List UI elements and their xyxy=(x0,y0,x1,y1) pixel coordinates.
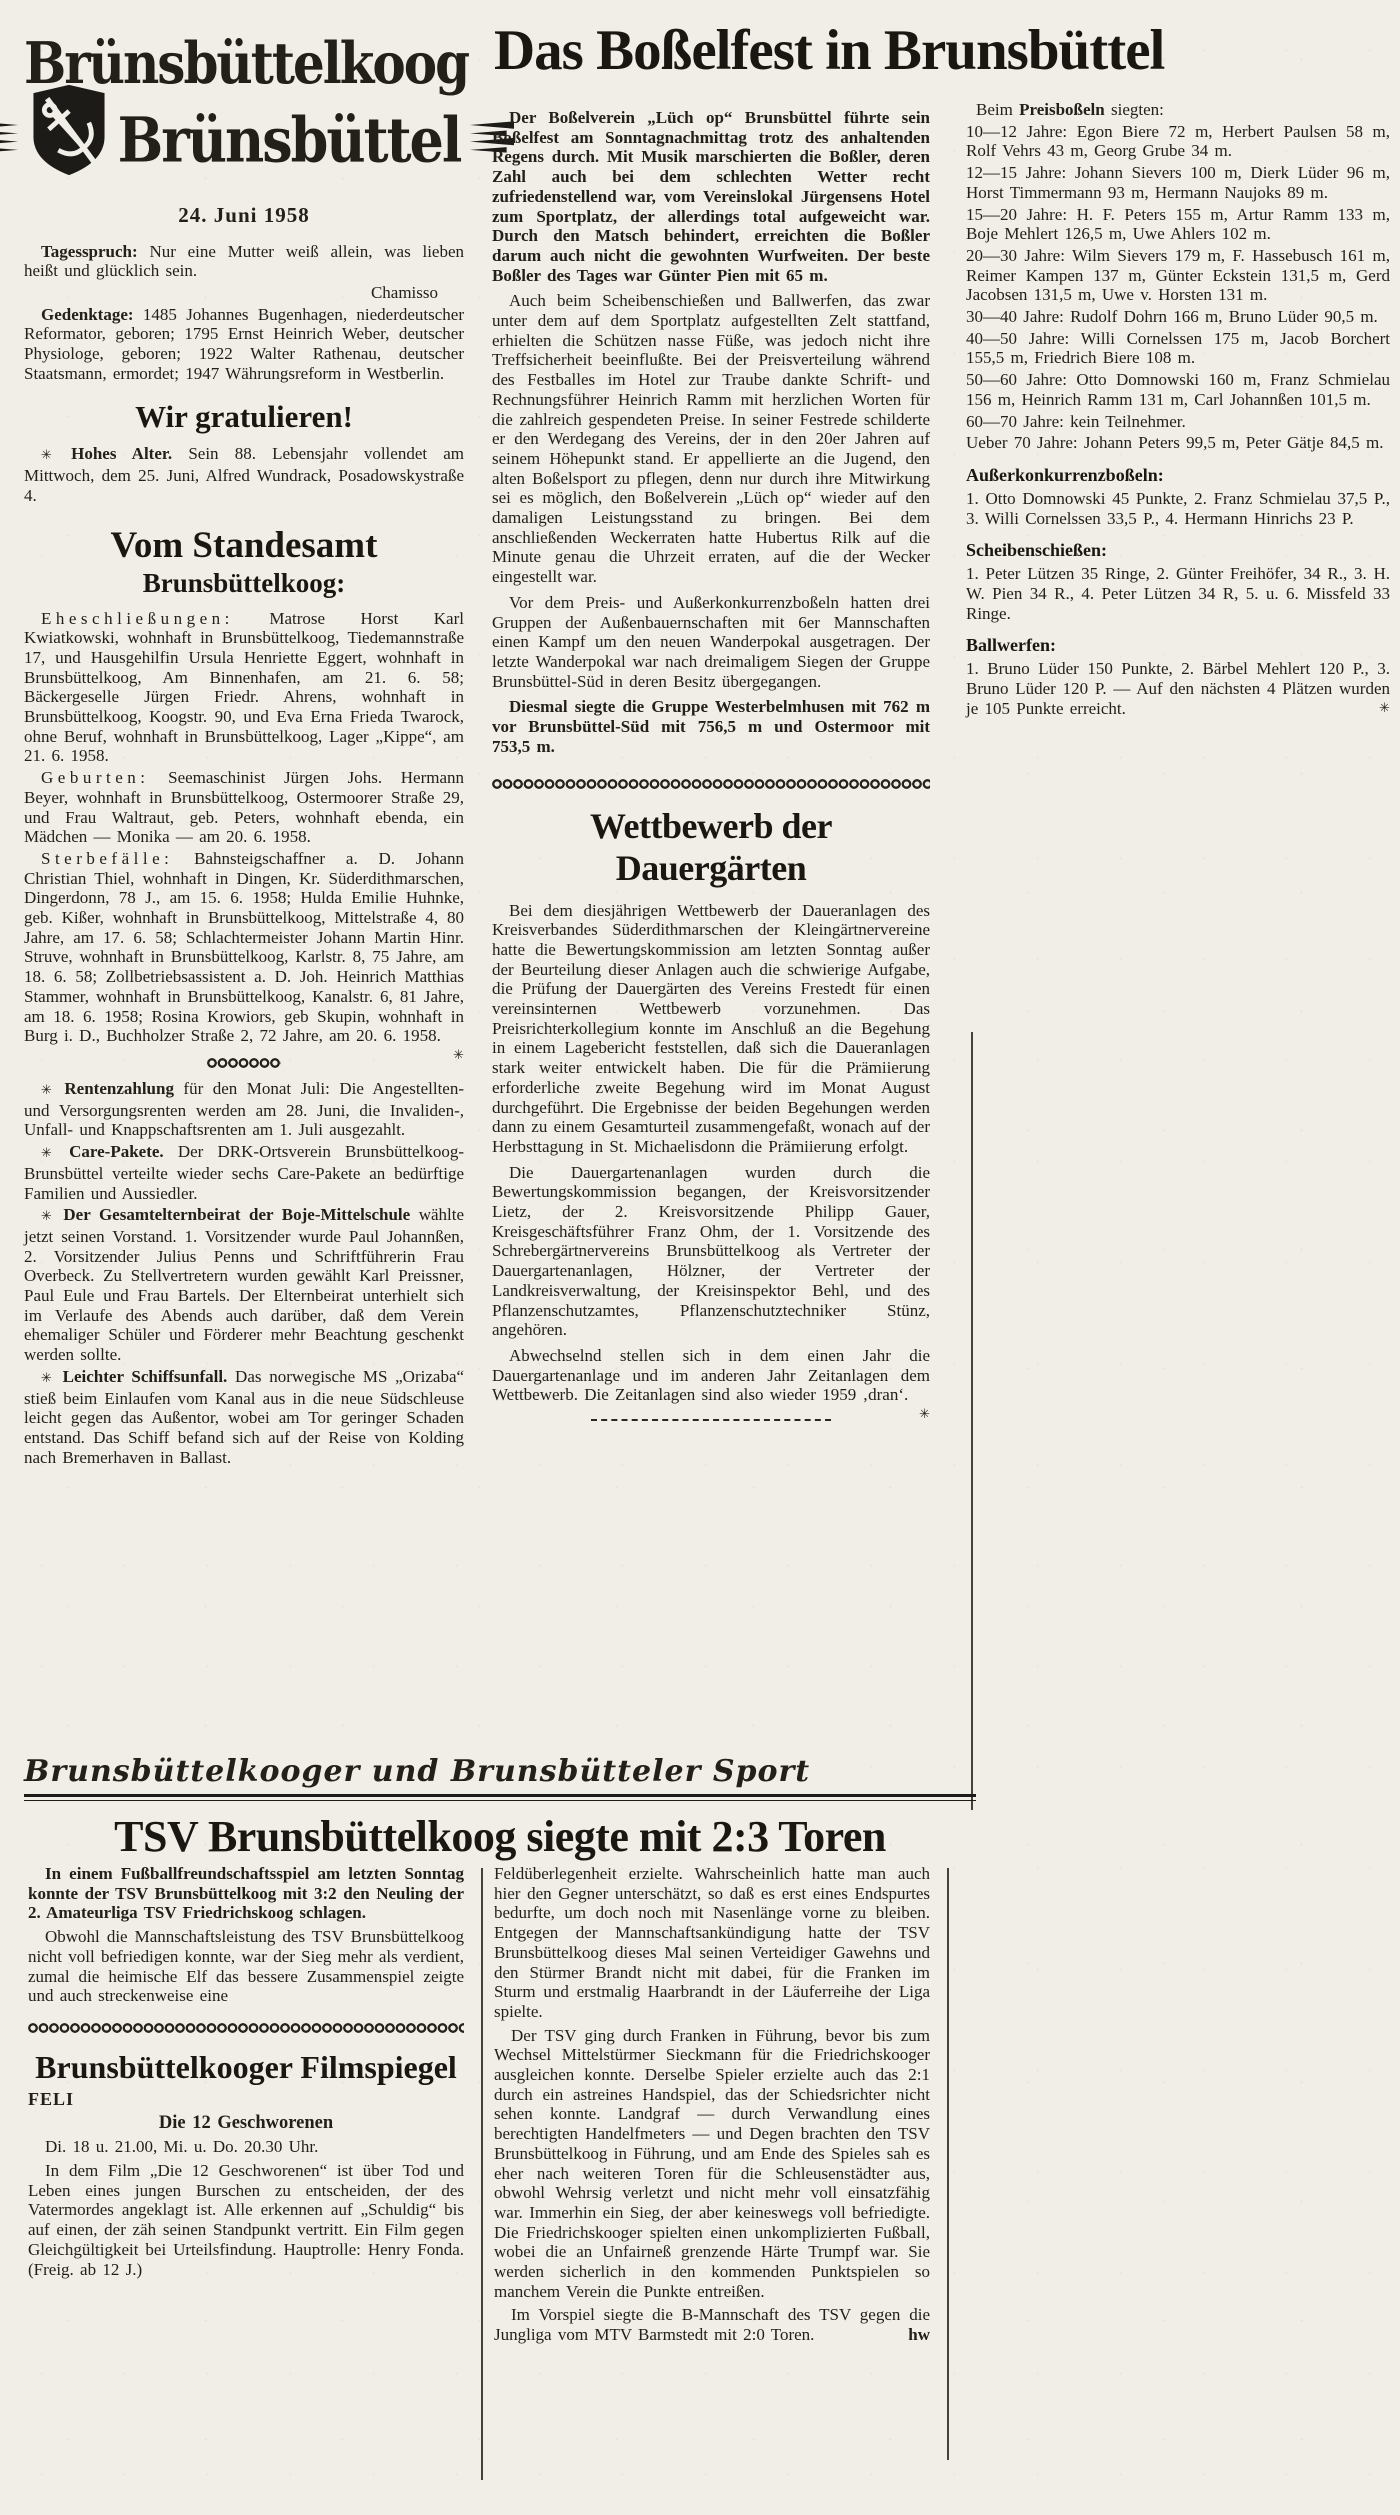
notice-elternbeirat xyxy=(24,1205,464,1365)
dauergaerten-paragraph: Die Dauergartenanlagen wurden durch die Bewertungskommission begangen, der Kreisvorsitzender Lietz, der 2. Kreisvorsitzende Philipp Gauer, Kreisgeschäftsführer Franz Ohm, der 1. Vorsitzende des Schrebergärtnervereins Brunsbüttelkoog als Vertreter der Dauergartenanlagen, Hölzner, der Vertreter der Landkreisverwaltung, der Kreisinspektor Behl, und des Pflanzenschutzamtes, Pflanzenschutztechniker Stünz, angehören. xyxy=(492,1162,930,1340)
hohes-alter-paragraph xyxy=(24,444,464,505)
scheibenschiessen-heading: Scheibenschießen: xyxy=(966,540,1108,561)
standesamt-heading: Vom Standesamt xyxy=(110,524,378,566)
ballwerfen-heading: Ballwerfen: xyxy=(966,635,1056,656)
age-group-result: H. F. Peters 155 m, Artur Ramm 133 m, Boje Mehlert 126,5 m, Uwe Ahlers 102 m. xyxy=(966,204,1391,244)
masthead-crest-icon xyxy=(28,82,110,183)
notice-label: Leichter Schiffsunfall. xyxy=(62,1366,228,1386)
sport-vorspiel-text: Im Vorspiel siegte die B-Mannschaft des TSV gegen die Jungliga vom MTV Barmstedt mit 2:0 Toren. xyxy=(494,2305,930,2345)
age-group-label: 20—30 Jahre: xyxy=(966,245,1065,265)
star-icon: ✳ xyxy=(41,1083,52,1098)
middle-column xyxy=(492,108,930,1425)
age-group-result: Willi Cornelssen 175 m, Jacob Borchert 155,5 m, Friedrich Biere 108 m. xyxy=(966,328,1390,368)
bosselfest-paragraph: Vor dem Preis- und Außerkonkurrenzboßeln hatten drei Gruppen der Außenbauernschaften mit 6er Mannschaften einen Kampf um den neuen Wanderpokal ausgetragen. Der letzte Wanderpokal war nach dreimaligem Siegen der Gruppe Brunsbüttel-Süd in deren Besitz übergegangen. xyxy=(492,592,930,691)
masthead-date: 24. Juni 1958 xyxy=(178,202,310,227)
sport-right-column xyxy=(494,1864,930,2349)
eheschliessungen-paragraph xyxy=(24,609,464,767)
notice-text: Das norwegische MS „Orizaba“ stieß beim Einlaufen vom Kanal aus in die neue Südschleuse leicht gegen das Außentor, wobei am Tor geringer Schaden entstand. Das Schiff befand sich auf der Reise von Kolding nach Bremerhaven in Ballast. xyxy=(24,1366,465,1467)
scheibenschiessen-results: 1. Peter Lützen 35 Ringe, 2. Günter Freihöfer, 34 R., 3. H. W. Pien 34 R., 4. Peter Lützen 34 R, 5. u. 6. Missfeld 33 Ringe. xyxy=(966,564,1390,623)
standesamt-subheading: Brunsbüttelkoog: xyxy=(142,567,346,598)
film-review: In dem Film „Die 12 Geschworenen“ ist über Tod und Leben eines jungen Burschen zu entscheiden, der des Vatermordes angeklagt ist. Alle erkennen auf „Schuldig“ bis auf einen, der zäh seinen Standpunkt vertritt. Ein Film gegen Gleichgültigkeit bei Urteilsfindung. Hauptrolle: Henry Fonda. (Freig. ab 12 J.) xyxy=(28,2161,464,2279)
end-star-icon: ✳ xyxy=(453,1048,464,1063)
tagesspruch-author: Chamisso xyxy=(370,282,438,302)
age-group-row xyxy=(966,122,1390,161)
eheschliessungen-text: Matrose Horst Karl Kwiatkowski, wohnhaft in Brunsbüttelkoog, Tiedemannstraße 17, und Hausgehilfin Ursula Henriette Eggert, wohnhaft in Brunsbüttelkoog, Am Binnenhafen, am 21. 6. 58; Bäckergeselle Jürgen Friedr. Ahrens, wohnhaft in Brunsbüttelkoog, Koogstr. 90, und Eva Erna Frieda Twarock, ohne Beruf, wohnhaft in Brunsbüttelkoog, Lager „Kippe“, am 21. 6. 1958. xyxy=(24,608,464,766)
age-group-row xyxy=(966,163,1390,202)
age-group-result: Rudolf Dohrn 166 m, Bruno Lüder 90,5 m. xyxy=(1070,307,1378,327)
gratulieren-heading: Wir gratulieren! xyxy=(135,399,353,435)
film-title: Die 12 Geschworenen xyxy=(158,2112,334,2133)
results-intro-bold: Preisboßeln xyxy=(1019,100,1105,119)
age-group-row xyxy=(966,412,1390,432)
age-group-row xyxy=(966,433,1390,453)
age-group-row xyxy=(966,329,1390,368)
sport-right-paragraph: Der TSV ging durch Franken in Führung, bevor bis zum Wechsel Mittelstürmer Sieckmann für die Friedrichskooger ausgleichen konnte. Derselbe Spieler erzielte auch das 2:1 durch ein astreines Handspiel, das der Schiedsrichter nicht sehen konnte. Landgraf — durch Verwandlung eines berechtigten Handelfmeters — und Degen brachten den TSV Brunsbüttelkoog in Führung, und am Ende des Spieles sah es eher nach weiteren Toren für die Schleusenstädter aus, obwohl Wehrsig verletzt und nicht mehr voll einsatzfähig war. Immerhin ein Sieg, der aber keineswegs voll befriedigte. Die Friedrichskooger spielten einen unkomplizierten Fußball, wobei die an Unfairneß grenzende Härte Trumpf war. Sie werden sicherlich in den kommenden Punktspielen so manchem Verein die Punkte entreißen. xyxy=(494,2025,930,2301)
wave-divider xyxy=(28,2021,464,2035)
column-rule xyxy=(971,1032,973,1810)
sport-left-column xyxy=(28,1864,464,2283)
age-group-label: 12—15 Jahre: xyxy=(966,163,1067,183)
sport-kicker-rule xyxy=(24,1794,976,1801)
sport-headline: TSV Brunsbüttelkoog siegte mit 2:3 Toren xyxy=(114,1812,886,1861)
masthead-title-top: Brünsbüttelkoog xyxy=(24,29,469,97)
dauergaerten-paragraph: Bei dem diesjährigen Wettbewerb der Daueranlagen des Kreisverbandes Süderdithmarschen der Kleingärtnervereine hatte die Bewertungskommission am letzten Sonntag außer der Beurteilung dieser Anlagen auch die schwierige Aufgabe, die Prüfung der Dauergärten des Vereins Frestedt für einen vereinsinternen Wettbewerb vorzunehmen. Das Preisrichterkollegium konnte im Anschluß an die Begehung in einem Lagebericht feststellen, daß sich die Daueranlagen stark weiter entwickelt haben. Die für die Prämiierung erforderliche zweite Begehung wird im Monat August durchgeführt. Die Ergebnisse der beiden Begehungen werden dann zu einem Gesamturteil zusammengefaßt, wonach auf der Herbsttagung in St. Michaelisdonn die Prämiierung erfolgt. xyxy=(492,900,930,1156)
age-group-label: 40—50 Jahre: xyxy=(966,328,1070,348)
article-end-rule xyxy=(591,1419,831,1421)
age-group-label: 60—70 Jahre: xyxy=(966,411,1064,431)
dauergaerten-paragraph xyxy=(492,1345,930,1423)
star-icon: ✳ xyxy=(41,448,52,464)
wave-divider xyxy=(492,777,930,791)
ausserkonkurrenz-results: 1. Otto Domnowski 45 Punkte, 2. Franz Schmielau 37,5 P., 3. Willi Cornelssen 33,5 P., 4. Hermann Hinrichs 23 P. xyxy=(966,488,1390,528)
age-group-row xyxy=(966,205,1390,244)
bosselfest-headline: Das Boßelfest in Brunsbüttel xyxy=(494,19,1165,82)
sport-kicker: Brunsbüttelkooger und Brunsbütteler Sport xyxy=(24,1754,811,1789)
film-showtimes: Di. 18 u. 21.00, Mi. u. Do. 20.30 Uhr. xyxy=(45,2137,319,2157)
bosselfest-paragraph: Auch beim Scheibenschießen und Ballwerfen, das zwar unter dem auf dem Sportplatz aufgestellten Zelt stattfand, erhielten die Schützen nasse Füße, was jedoch nicht ihre Treffsicherheit beeinflußte. Bei der Preisverteilung während des Festballes im Hotel zur Traube dankte Schrift- und Rechnungsführer Heinrich Ramm mit herzlichen Worten für die zahlreich gespendeten Preise. In seiner Festrede schilderte er den Werdegang des Vereins, der in den 20er Jahren auf seinem Höhepunkt stand. Er appellierte an die Jugend, den alten Boßelsport zu pflegen, denn nur durch ihre Mitwirkung sei es möglich, den Boßelverein „Lüch op“ wieder auf den damaligen Leistungsstand zu bringen. Bei dem anschließenden Weckerraten hatte Hubertus Rilk auf die Minute genau die Uhrzeit erraten, auf die der Wecker eingestellt war. xyxy=(492,291,930,587)
tagesspruch-label: Tagesspruch: xyxy=(41,241,138,261)
age-group-label: 10—12 Jahre: xyxy=(966,121,1068,141)
masthead-title-bottom: Brünsbüttel xyxy=(117,103,461,176)
results-intro-post: siegten: xyxy=(1110,100,1164,119)
bosselfest-result-highlight: Diesmal siegte die Gruppe Westerbelmhusen mit 762 m vor Brunsbüttel-Süd mit 756,5 m und Ostermoor mit 753,5 m. xyxy=(492,697,930,756)
hohes-alter-text: Sein 88. Lebensjahr vollendet am Mittwoch, dem 25. Juni, Alfred Wundrack, Posadowskystraße 4. xyxy=(24,444,465,505)
hohes-alter-label: Hohes Alter. xyxy=(71,444,173,464)
age-group-result: kein Teilnehmer. xyxy=(1070,411,1186,431)
age-group-label: 15—20 Jahre: xyxy=(966,204,1068,224)
notice-text: für den Monat Juli: Die Angestellten- und Versorgungsrenten werden am 28. Juni, die Invaliden-, Unfall- und Knappschaftsrenten am 1. Juli ausgezahlt. xyxy=(24,1079,464,1140)
ballwerfen-text: 1. Bruno Lüder 150 Punkte, 2. Bärbel Mehlert 120 P., 3. Bruno Lüder 120 P. — Auf den nächsten 4 Plätzen wurden je 105 Punkte erreicht. xyxy=(966,659,1390,718)
age-group-label: Ueber 70 Jahre: xyxy=(966,433,1078,453)
geburten-paragraph xyxy=(24,768,464,847)
ballwerfen-results xyxy=(966,659,1390,718)
gedenktage-label: Gedenktage: xyxy=(41,304,134,324)
age-group-row xyxy=(966,246,1390,305)
sterbefaelle-label: Sterbefälle: xyxy=(41,848,174,868)
dauergaerten-headline: Wettbewerb der Dauergärten xyxy=(590,805,832,888)
end-star-icon: ✳ xyxy=(919,1407,930,1423)
age-group-result: Johann Sievers 100 m, Dierk Lüder 96 m, Horst Timmermann 93 m, Hermann Naujoks 89 m. xyxy=(966,163,1391,202)
sport-lead: In einem Fußballfreundschaftsspiel am letzten Sonntag konnte der TSV Brunsbüttelkoog mit 3:2 den Neuling der 2. Amateurliga TSV Friedrichskoog schlagen. xyxy=(28,1864,464,1923)
gedenktage-text: 1485 Johannes Bugenhagen, niederdeutscher Reformator, geboren; 1795 Ernst Heinrich Weber, deutscher Physiologe, geboren; 1922 Walter Rathenau, deutscher Staatsmann, ermordet; 1947 Währungsreform in Westberlin. xyxy=(24,304,464,383)
right-column xyxy=(966,100,1390,721)
notice-label: Der Gesamtelternbeirat der Boje-Mittelschule xyxy=(63,1205,411,1225)
age-group-row xyxy=(966,307,1390,327)
eheschliessungen-label: Eheschließungen: xyxy=(41,608,234,628)
bosselfest-lead: Der Boßelverein „Lüch op“ Brunsbüttel führte sein Boßelfest am Sonntagnachmittag trotz des anhaltenden Regens durch. Mit Musik marschierten die Boßler, deren Zahl auch bei dem schlechten Wetter recht zufriedenstellend war, vom Vereinslokal Jürgensens Hotel zum Sportplatz, der allerdings total aufgeweicht war. Durch den Matsch behindert, erreichten die Boßler darum auch nicht die gewohnten Wurfweiten. Der beste Boßler des Tages war Günter Pien mit 65 m. xyxy=(492,108,930,285)
sterbefaelle-text: Bahnsteigschaffner a. D. Johann Christian Thiel, wohnhaft in Dingen, Kr. Süderdithmarschen, Dingerdonn, 78 J., am 15. 6. 1958; Hulda Emilie Huhnke, geb. Kißer, wohnhaft in Brunsbüttelkoog, Mittelstraße 4, 80 Jahre, am 17. 6. 58; Schlachtermeister Johann Martin Hinr. Struve, wohnhaft in Brunsbüttelkoog, Karlstr. 8, 75 Jahre, am 18. 6. 58; Zollbetriebsassistent a. D. Joh. Heinrich Matthias Stammer, wohnhaft in Brunsbüttelkoog, Kanalstr. 6, 81 Jahre, am 18. 6. 1958; Rosina Krowiors, geb Skupin, wohnhaft in Burg i. D., Buchholzer Straße 2, 72 Jahre, am 20. 6. 1958. xyxy=(24,848,465,1046)
age-group-result: Wilm Sievers 179 m, F. Hassebusch 161 m, Reimer Kampen 137 m, Günter Eckstein 131,5 m, Gerd Jacobsen 131,5 m, Uwe v. Horsten 131 m. xyxy=(966,245,1390,305)
age-group-result: Otto Domnowski 160 m, Franz Schmielau 156 m, Heinrich Ramm 131 m, Carl Johannßen 101,5 m. xyxy=(966,370,1390,409)
age-group-row xyxy=(966,370,1390,409)
dauergaerten-text: Abwechselnd stellen sich in dem einen Jahr die Dauergartenanlage und im anderen Jahr Zeitanlagen dem Wettbewerb. Die Zeitanlagen sind also wieder 1959 ‚dran‘. xyxy=(492,1345,930,1405)
geburten-text: Seemaschinist Jürgen Johs. Hermann Beyer, wohnhaft in Brunsbüttelkoog, Ostermoorer Straße 29, und Frau Waltraut, geb. Peters, wohnhaft ebenda, ein Mädchen — Monika — am 20. 6. 1958. xyxy=(24,768,464,847)
masthead xyxy=(24,29,469,228)
notice-text: Der DRK-Ortsverein Brunsbüttelkoog-Brunsbüttel verteilte wieder sechs Care-Pakete an bedürftige Familien und Aussiedler. xyxy=(24,1142,464,1203)
notice-rentenzahlung xyxy=(24,1079,464,1140)
geburten-label: Geburten: xyxy=(41,768,150,788)
end-star-icon: ✳ xyxy=(1379,700,1390,716)
sterbefaelle-paragraph xyxy=(24,848,465,1063)
ausserkonkurrenz-heading: Außerkonkurrenzboßeln: xyxy=(966,464,1164,485)
tagesspruch-text: Nur eine Mutter weiß allein, was lieben heißt und glücklich sein. xyxy=(24,241,465,281)
sport-right-paragraph xyxy=(494,2305,930,2344)
column-rule xyxy=(947,1868,949,2460)
results-intro xyxy=(966,100,1390,120)
column-rule xyxy=(481,1868,483,2480)
masthead-flourish-left-icon xyxy=(0,117,20,162)
sport-left-paragraph: Obwohl die Mannschaftsleistung des TSV Brunsbüttelkoog nicht voll befriedigen konnte, war der Sieg mehr als verdient, zumal die heimische Elf das bessere Zusammenspiel zeigte und auch streckenweise eine xyxy=(28,1927,464,2006)
age-group-result: Egon Biere 72 m, Herbert Paulsen 58 m, Rolf Vehrs 43 m, Georg Grube 34 m. xyxy=(966,121,1391,161)
results-intro-pre: Beim xyxy=(976,100,1013,119)
notice-schiffsunfall xyxy=(24,1367,464,1468)
author-initials: hw xyxy=(908,2325,930,2345)
notice-text: wählte jetzt seinen Vorstand. 1. Vorsitzender wurde Paul Johannßen, 2. Vorsitzender Julius Penns und Schriftführerin Frau Overbeck. Zu Stellvertretern wurden gewählt Karl Preissner, Paul Eule und Frau Bartels. Der Elternbeirat unterhielt sich im Verlaufe des Abends auch darüber, daß dem Verein ehemaliger Schüler und Förderer mehr Beachtung geschenkt werden sollte. xyxy=(24,1205,465,1365)
cinema-name: FELI xyxy=(28,2088,75,2109)
sport-right-paragraph: Feldüberlegenheit erzielte. Wahrscheinlich hatte man auch hier den Gegner unterschätzt, so daß es erst eines Endspurtes bedurfte, um doch noch mit Nasenlänge vorne zu bleiben. Entgegen der Mannschaftsankündigung hatte der TSV Brunsbüttelkoog dieses Mal seinen Verteidiger Gawehns und den Stürmer Brandt nicht mit dabei, für die Franken im Sturm und erstmalig Haarbrandt in der Läuferreihe der Liga spielte. xyxy=(494,1864,930,2021)
age-group-result: Johann Peters 99,5 m, Peter Gätje 84,5 m. xyxy=(1083,433,1384,453)
notice-label: Rentenzahlung xyxy=(64,1079,174,1098)
gedenktage-paragraph xyxy=(24,305,464,384)
star-icon: ✳ xyxy=(41,1146,52,1162)
notice-label: Care-Pakete. xyxy=(69,1142,164,1162)
star-icon: ✳ xyxy=(41,1370,52,1386)
sport-section-header xyxy=(24,1754,976,1862)
notice-care-pakete xyxy=(24,1142,464,1203)
star-icon: ✳ xyxy=(41,1209,52,1225)
filmspiegel-headline: Brunsbüttelkooger Filmspiegel xyxy=(35,2048,457,2085)
age-group-label: 30—40 Jahre: xyxy=(966,307,1064,327)
tagesspruch-paragraph xyxy=(24,242,464,281)
squiggle-divider xyxy=(207,1056,281,1070)
left-column xyxy=(24,29,469,1469)
age-group-label: 50—60 Jahre: xyxy=(966,370,1067,390)
